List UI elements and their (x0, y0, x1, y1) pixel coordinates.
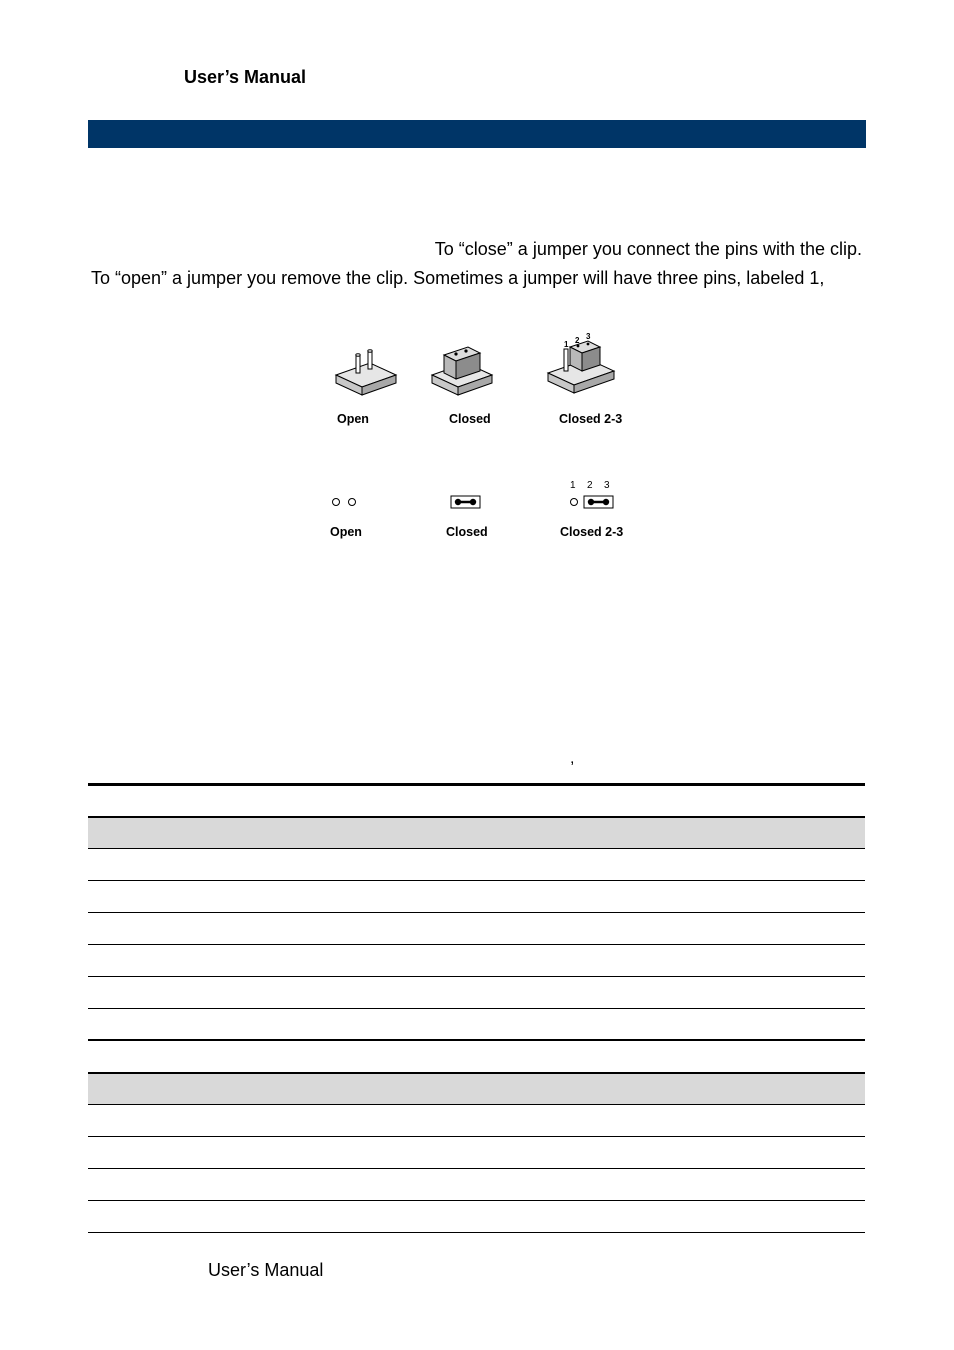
schem-closed-2-3-label: Closed 2-3 (560, 525, 624, 539)
header-title: User’s Manual (184, 67, 307, 87)
table-rule (88, 912, 865, 913)
table-rule (88, 1072, 865, 1074)
table-rule (88, 976, 865, 977)
schem-pin-2-label: 2 (587, 480, 593, 491)
table-header-row (88, 1074, 865, 1105)
jumper-open-3d-icon (336, 350, 396, 395)
jumper-closed-2-3-schematic-icon (571, 496, 614, 508)
schem-closed-label: Closed (446, 525, 488, 539)
table-rule (88, 944, 865, 945)
iso-closed-label: Closed (449, 412, 491, 426)
intro-line-2: To “open” a jumper you remove the clip. Sometimes a jumper will have three pins, labeled 1, (91, 268, 825, 288)
jumper-closed-2-3-3d-icon (548, 341, 614, 393)
jumper-schematic-figure (320, 492, 640, 512)
stray-mark: , (570, 750, 575, 767)
schem-pin-1-label: 1 (570, 480, 576, 491)
table-rule (88, 783, 865, 786)
table-header-row (88, 818, 865, 849)
table-rule (88, 1039, 865, 1041)
schem-open-label: Open (330, 525, 362, 539)
table-rule (88, 848, 865, 849)
jumper-closed-3d-icon (432, 347, 492, 395)
table-rule (88, 1200, 865, 1201)
section-title-bar (88, 120, 866, 148)
table-rule (88, 1168, 865, 1169)
table-rule (88, 1008, 865, 1009)
jumper-open-schematic-icon (333, 499, 356, 506)
table-rule (88, 1104, 865, 1105)
iso-pin-3-label: 3 (586, 332, 591, 341)
iso-pin-1-label: 1 (564, 340, 569, 349)
intro-line-1: To “close” a jumper you connect the pins with the clip. (434, 239, 862, 259)
table-rule (88, 816, 865, 818)
table-rule (88, 1136, 865, 1137)
schem-pin-3-label: 3 (604, 480, 610, 491)
iso-pin-2-label: 2 (575, 336, 580, 345)
footer-text: User’s Manual (208, 1260, 324, 1280)
table-rule (88, 880, 865, 881)
jumper-closed-schematic-icon (451, 496, 480, 508)
jumper-isometric-figure (320, 325, 640, 405)
table-rule (88, 1232, 865, 1233)
iso-open-label: Open (337, 412, 369, 426)
iso-closed-2-3-label: Closed 2-3 (559, 412, 623, 426)
